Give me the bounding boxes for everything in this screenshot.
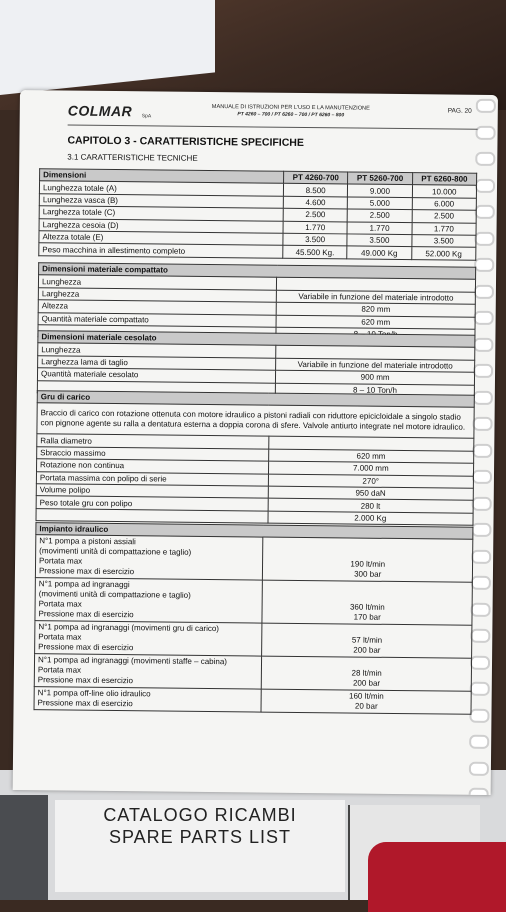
- pump-value: 170 bar: [353, 612, 381, 623]
- row-value: 270°: [268, 474, 474, 489]
- manual-page: [13, 90, 498, 795]
- row-value: 3.500: [283, 233, 347, 246]
- pump-value: 200 bar: [353, 645, 381, 656]
- logo-suffix: SpA: [141, 113, 152, 120]
- binding-ring: [472, 417, 492, 431]
- binding-ring: [474, 231, 494, 245]
- row-value: 820 mm: [276, 302, 475, 316]
- colmar-logo: COLMAR: [67, 102, 133, 120]
- row-value: 620 mm: [276, 315, 475, 329]
- manual-title-text: MANUALE DI ISTRUZIONI PER L'USO E LA MANUTENZIONE: [211, 104, 370, 112]
- catalog-cover: [55, 800, 345, 892]
- pump-line: Portata max: [38, 632, 82, 643]
- sheared-title: Dimensioni materiale cesolato: [38, 331, 475, 348]
- row-value: 2.500: [283, 208, 347, 221]
- pump-description: [34, 654, 262, 689]
- binding-ring: [471, 602, 491, 616]
- binding-ring: [469, 788, 489, 795]
- row-value: 49.000 Kg: [347, 246, 411, 259]
- row-label: Peso totale gru con polipo: [36, 496, 268, 511]
- pump-line: Pressione max di esercizio: [37, 675, 134, 686]
- compacted-title: Dimensioni materiale compattato: [39, 263, 476, 280]
- page-header: [68, 103, 478, 130]
- binding-ring: [469, 761, 489, 775]
- pump-value: 190 lt/min: [350, 559, 386, 570]
- pump-line: Portata max: [38, 599, 82, 610]
- binding-ring: [475, 152, 495, 166]
- pump-description: [34, 687, 262, 712]
- pump-value: 300 bar: [354, 569, 382, 580]
- row-value: 4.600: [283, 196, 347, 209]
- binding-ring: [469, 708, 489, 722]
- row-value: 6.000: [412, 197, 476, 210]
- manual-title: [196, 104, 386, 120]
- row-label: Quantità materiale compattato: [38, 312, 276, 327]
- row-value: 52.000 Kg: [411, 247, 475, 260]
- pump-line: Pressione max di esercizio: [37, 698, 133, 709]
- column-header: PT 5260-700: [348, 172, 412, 185]
- binding-ring: [470, 682, 490, 696]
- row-value: 7.000 mm: [268, 461, 474, 476]
- pump-values: [261, 689, 471, 714]
- column-header: PT 4260-700: [284, 171, 348, 184]
- row-label: Lunghezza vasca (B): [39, 193, 283, 208]
- binding-ring: [476, 125, 496, 139]
- binding-ring: [470, 629, 490, 643]
- row-label: Altezza: [38, 300, 276, 315]
- row-value: 2.500: [347, 209, 411, 222]
- row-label: Larghezza totale (C): [39, 206, 283, 221]
- row-value: 1.770: [347, 221, 411, 234]
- pump-description: [35, 621, 263, 656]
- row-label: [36, 508, 268, 523]
- dimensions-table: [38, 168, 477, 260]
- row-label: Altezza totale (E): [39, 231, 283, 246]
- pump-values: [263, 537, 473, 582]
- column-header: PT 6260-800: [412, 173, 476, 186]
- row-value: 8.500: [283, 184, 347, 197]
- pump-description: [35, 578, 263, 623]
- binding-ring: [473, 390, 493, 404]
- crane-description: Braccio di carico con rotazione ottenuta con motore idraulico a pistoni radiali con riduttore epicicloidale a singolo stadio con pignone agente su ralla a dentatura esterna a doppia corona di sfere. Valvole antiurto integrate nel motore idraulico.: [37, 403, 474, 439]
- hydraulic-block: [34, 687, 471, 715]
- pump-line: N°1 pompa a pistoni assiali: [39, 536, 136, 547]
- catalog-title: CATALOGO RICAMBI: [103, 805, 297, 825]
- pump-value: 28 lt/min: [351, 668, 382, 679]
- manual-models: PT 4260 – 700 / PT 6260 – 700 / PT 6260 – 800: [237, 111, 345, 119]
- pump-line: Pressione max di esercizio: [38, 609, 134, 620]
- row-label: Larghezza lama di taglio: [38, 355, 276, 370]
- row-label: Lunghezza totale (A): [39, 181, 283, 196]
- hydraulic-block: [35, 535, 472, 583]
- hydraulic-block: [35, 578, 472, 626]
- row-label: Lunghezza: [38, 275, 276, 290]
- pump-values: [262, 656, 472, 691]
- pump-line: N°1 pompa ad ingranaggi: [38, 579, 130, 590]
- row-label: Larghezza cesoia (D): [39, 218, 283, 233]
- binding-ring: [473, 364, 493, 378]
- binding-ring: [471, 549, 491, 563]
- row-value: 280 lt: [268, 498, 474, 513]
- row-value: 2.500: [412, 210, 476, 223]
- row-label: Lunghezza: [38, 343, 276, 358]
- pump-line: Pressione max di esercizio: [38, 566, 135, 577]
- row-value: 2.000 Kg: [268, 511, 474, 526]
- binding-ring: [474, 311, 494, 325]
- row-value: 8 – 10 Ton/h: [276, 383, 475, 397]
- crane-title: Gru di carico: [37, 391, 474, 408]
- row-label: Sbraccio massimo: [37, 446, 269, 461]
- pump-line: (movimenti unità di compattazione e taglio): [39, 546, 192, 558]
- binding-ring: [475, 205, 495, 219]
- pump-value: 200 bar: [352, 678, 381, 689]
- row-value: 45.500 Kg.: [283, 246, 347, 259]
- row-label: Quantità materiale cesolato: [37, 368, 275, 383]
- binding-ring: [469, 735, 489, 749]
- row-value: 900 mm: [276, 370, 475, 384]
- binding-ring: [472, 496, 492, 510]
- row-label: Portata massima con polipo di serie: [36, 471, 268, 486]
- row-value: Variabile in funzione del materiale introdotto: [276, 358, 475, 372]
- row-value: 10.000: [412, 185, 476, 198]
- crane-description-row: [37, 403, 474, 439]
- chapter-title: CAPITOLO 3 - CARATTERISTICHE SPECIFICHE: [67, 134, 304, 149]
- pump-line: Pressione max di esercizio: [38, 642, 134, 653]
- pump-value: 160 lt/min: [349, 691, 384, 702]
- row-value: 1.770: [412, 222, 476, 235]
- row-value: 1.770: [283, 221, 347, 234]
- row-value: 620 mm: [268, 449, 474, 464]
- dimensions-title: Dimensioni: [40, 169, 284, 184]
- row-label: Volume polipo: [36, 484, 268, 499]
- row-label: Rotazione non continua: [37, 459, 269, 474]
- binding-ring: [474, 284, 494, 298]
- binding-ring: [472, 443, 492, 457]
- pump-line: N°1 pompa ad ingranaggi (movimenti gru di carico): [38, 622, 220, 634]
- row-value: Variabile in funzione del materiale introdotto: [277, 290, 476, 304]
- binding-ring: [476, 99, 496, 113]
- row-value: 3.500: [347, 234, 411, 247]
- binding-ring: [475, 178, 495, 192]
- pump-value: 20 bar: [354, 701, 378, 712]
- binding-ring: [474, 258, 494, 272]
- row-value: 9.000: [348, 184, 412, 197]
- crane-table: [35, 390, 474, 526]
- row-label: Peso macchina in allestimento completo: [39, 243, 283, 258]
- pump-value: 360 lt/min: [349, 602, 385, 613]
- row-value: 3.500: [412, 235, 476, 248]
- hydraulic-block: [34, 654, 471, 692]
- section-title: 3.1 CARATTERISTICHE TECNICHE: [67, 152, 198, 163]
- row-value: 950 daN: [268, 486, 474, 501]
- pump-line: Portata max: [39, 556, 83, 567]
- row-value: 5.000: [348, 197, 412, 210]
- red-object: [368, 842, 506, 912]
- binding-ring: [471, 523, 491, 537]
- pump-value: 57 lt/min: [351, 635, 383, 646]
- pump-line: N°1 pompa off-line olio idraulico: [37, 688, 151, 699]
- pump-line: Portata max: [37, 665, 82, 676]
- hydraulic-block: [35, 621, 472, 659]
- row-label: Larghezza: [38, 287, 276, 302]
- pump-line: (movimenti unità di compattazione e taglio): [38, 589, 191, 601]
- binding-ring: [470, 655, 490, 669]
- page-number: PAG. 20: [447, 107, 472, 115]
- pump-line: N°1 pompa ad ingranaggi (movimenti staffe – cabina): [37, 655, 228, 667]
- binding-ring: [472, 470, 492, 484]
- binding-ring: [473, 337, 493, 351]
- binding-ring: [471, 576, 491, 590]
- pump-description: [35, 535, 263, 580]
- row-label: Ralla diametro: [37, 434, 269, 449]
- pump-values: [262, 623, 472, 658]
- sheared-material-table: [37, 330, 476, 398]
- hydraulic-table: [34, 522, 474, 715]
- hydraulic-title: Impianto idraulico: [36, 523, 473, 540]
- pump-values: [262, 580, 472, 625]
- lower-binder: [0, 795, 48, 900]
- catalog-subtitle: SPARE PARTS LIST: [108, 827, 292, 847]
